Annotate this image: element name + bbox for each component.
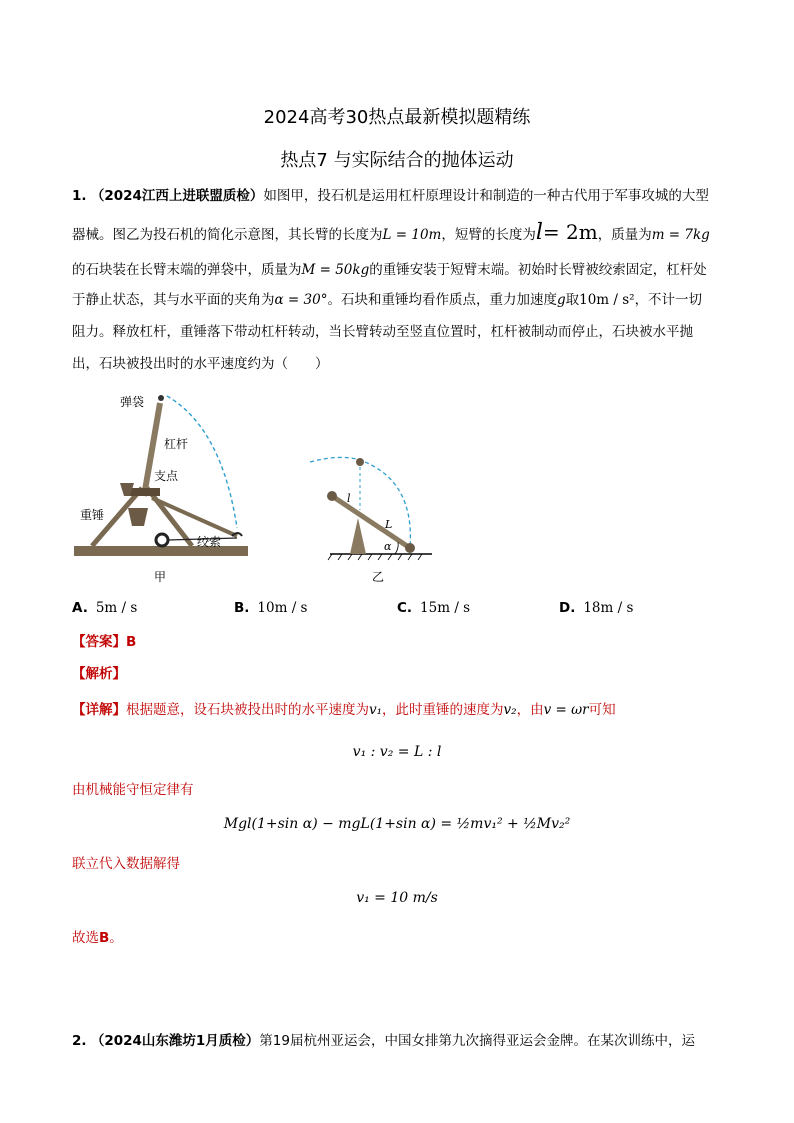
q1-line-3 (72, 260, 727, 280)
detail-label: 【详解】 (72, 702, 126, 718)
choose-line (72, 928, 727, 948)
formula-M: M = 50kg (301, 262, 370, 278)
option-text: 5m / s (95, 600, 138, 616)
option-d (559, 600, 633, 616)
q1-text: ，质量为 (597, 227, 652, 243)
q1-source: （2024江西上进联盟质检） (90, 188, 264, 204)
q1-line-6: 出，石块被投出时的水平速度约为（ ） (72, 356, 329, 372)
option-text: 15m / s (420, 600, 471, 616)
analysis-label: 【解析】 (72, 666, 126, 682)
label-L: L (385, 518, 393, 531)
q1-text: 如图甲，投石机是运用杠杆原理设计和制造的一种古代用于军事攻城的大型 (263, 188, 709, 204)
label-zhidian: 支点 (154, 469, 179, 483)
q1-number: 1. (72, 188, 87, 204)
label-gangan: 杠杆 (164, 437, 189, 451)
q1-text: 取 (565, 292, 580, 308)
q2-number: 2. (72, 1033, 87, 1049)
equation-energy: Mgl(1+sin α) − mgL(1+sin α) = ½mv₁² + ½Mv₂² (223, 816, 571, 832)
option-text: 10m / s (257, 600, 308, 616)
answer-label: 【答案】 (72, 634, 126, 650)
answer-line (72, 632, 727, 652)
angle-arc (395, 542, 398, 554)
q1-line-2 (72, 222, 727, 245)
equation-result: v₁ = 10 m/s (356, 890, 438, 906)
lever-rod (332, 496, 410, 548)
formula-g: g (556, 292, 566, 308)
q2-source: （2024山东潍坊1月质检） (90, 1033, 260, 1049)
detail-line (72, 700, 727, 720)
answer-value: B (126, 634, 137, 650)
q1-text: ，短臂的长度为 (441, 227, 536, 243)
formula-v1: v₁ (369, 702, 383, 718)
formula-l-symbol: l (535, 220, 543, 245)
frame-brace (152, 498, 237, 536)
label-l: l (347, 492, 351, 505)
choose-text: 。 (109, 930, 123, 946)
winch-wheel (156, 534, 168, 546)
label-yi: 乙 (372, 570, 385, 584)
option-b (234, 600, 307, 616)
detail-text: 可知 (588, 702, 616, 718)
detail-text: ，此时重锤的速度为 (382, 702, 504, 718)
sling-pouch (158, 395, 164, 401)
option-text: 18m / s (583, 600, 634, 616)
option-letter: C. (397, 600, 413, 616)
q2-line-1 (72, 1031, 727, 1051)
formula-L: L = 10m (382, 227, 442, 243)
q1-text: 于静止状态，其与水平面的夹角为 (72, 292, 275, 308)
choose-answer: B (99, 930, 110, 946)
formula-v2: v₂ (503, 702, 517, 718)
ground-hatch (328, 554, 422, 560)
option-letter: D. (559, 600, 576, 616)
choose-text: 故选 (72, 930, 99, 946)
energy-text: 由机械能守恒定律有 (72, 782, 194, 798)
figure-yi (300, 440, 440, 588)
formula-v-omega-r: v = ωr (543, 702, 589, 718)
detail-text: ，由 (516, 702, 544, 718)
stone-ball (405, 543, 415, 553)
figure-jia (72, 388, 252, 588)
q1-text: 的重锤安装于短臂末端。初始时长臂被绞索固定，杠杆处 (369, 262, 707, 278)
formula-l-value: = 2m (542, 220, 598, 244)
document-title: 2024高考30热点最新模拟题精练 (263, 107, 531, 128)
formula-alpha: α = 30° (274, 292, 328, 308)
counterweight-box (128, 508, 148, 526)
support-triangle (350, 518, 366, 554)
label-jiaosuo: 绞索 (197, 535, 222, 549)
q1-text: 的石块装在长臂末端的弹袋中，质量为 (72, 262, 302, 278)
q1-text: 器械。图乙为投石机的简化示意图，其长臂的长度为 (72, 227, 383, 243)
label-zhongchui: 重锤 (80, 508, 105, 522)
q1-text: 。石块和重锤均看作质点，重力加速度 (327, 292, 557, 308)
label-jia: 甲 (154, 570, 167, 584)
label-dandai: 弹袋 (120, 395, 145, 409)
q2-text: 第19届杭州亚运会，中国女排第九次摘得亚运会金牌。在某次训练中，运 (259, 1033, 695, 1049)
detail-text: 根据题意，设石块被投出时的水平速度为 (126, 702, 369, 718)
solve-text: 联立代入数据解得 (72, 856, 180, 872)
q1-line-1 (72, 186, 727, 206)
stone-vertical-position (356, 458, 364, 466)
option-a (72, 600, 137, 616)
q1-line-5: 阻力。释放杠杆，重锤落下带动杠杆转动，当长臂转动至竖直位置时，杠杆被制动而停止，石块被水平抛 (72, 324, 693, 340)
formula-m: m = 7kg (651, 227, 710, 243)
q1-line-4 (72, 290, 727, 310)
base-plank (74, 546, 248, 556)
formula-g-value: 10m / s² (579, 292, 635, 308)
counterweight-ball (327, 491, 337, 501)
document-subtitle: 热点7 与实际结合的抛体运动 (280, 150, 514, 171)
option-c (397, 600, 470, 616)
q1-text: ，不计一切 (634, 292, 703, 308)
equation-ratio: v₁ : v₂ = L : l (352, 744, 442, 760)
label-alpha: α (384, 540, 392, 553)
option-letter: B. (234, 600, 250, 616)
option-letter: A. (72, 600, 88, 616)
